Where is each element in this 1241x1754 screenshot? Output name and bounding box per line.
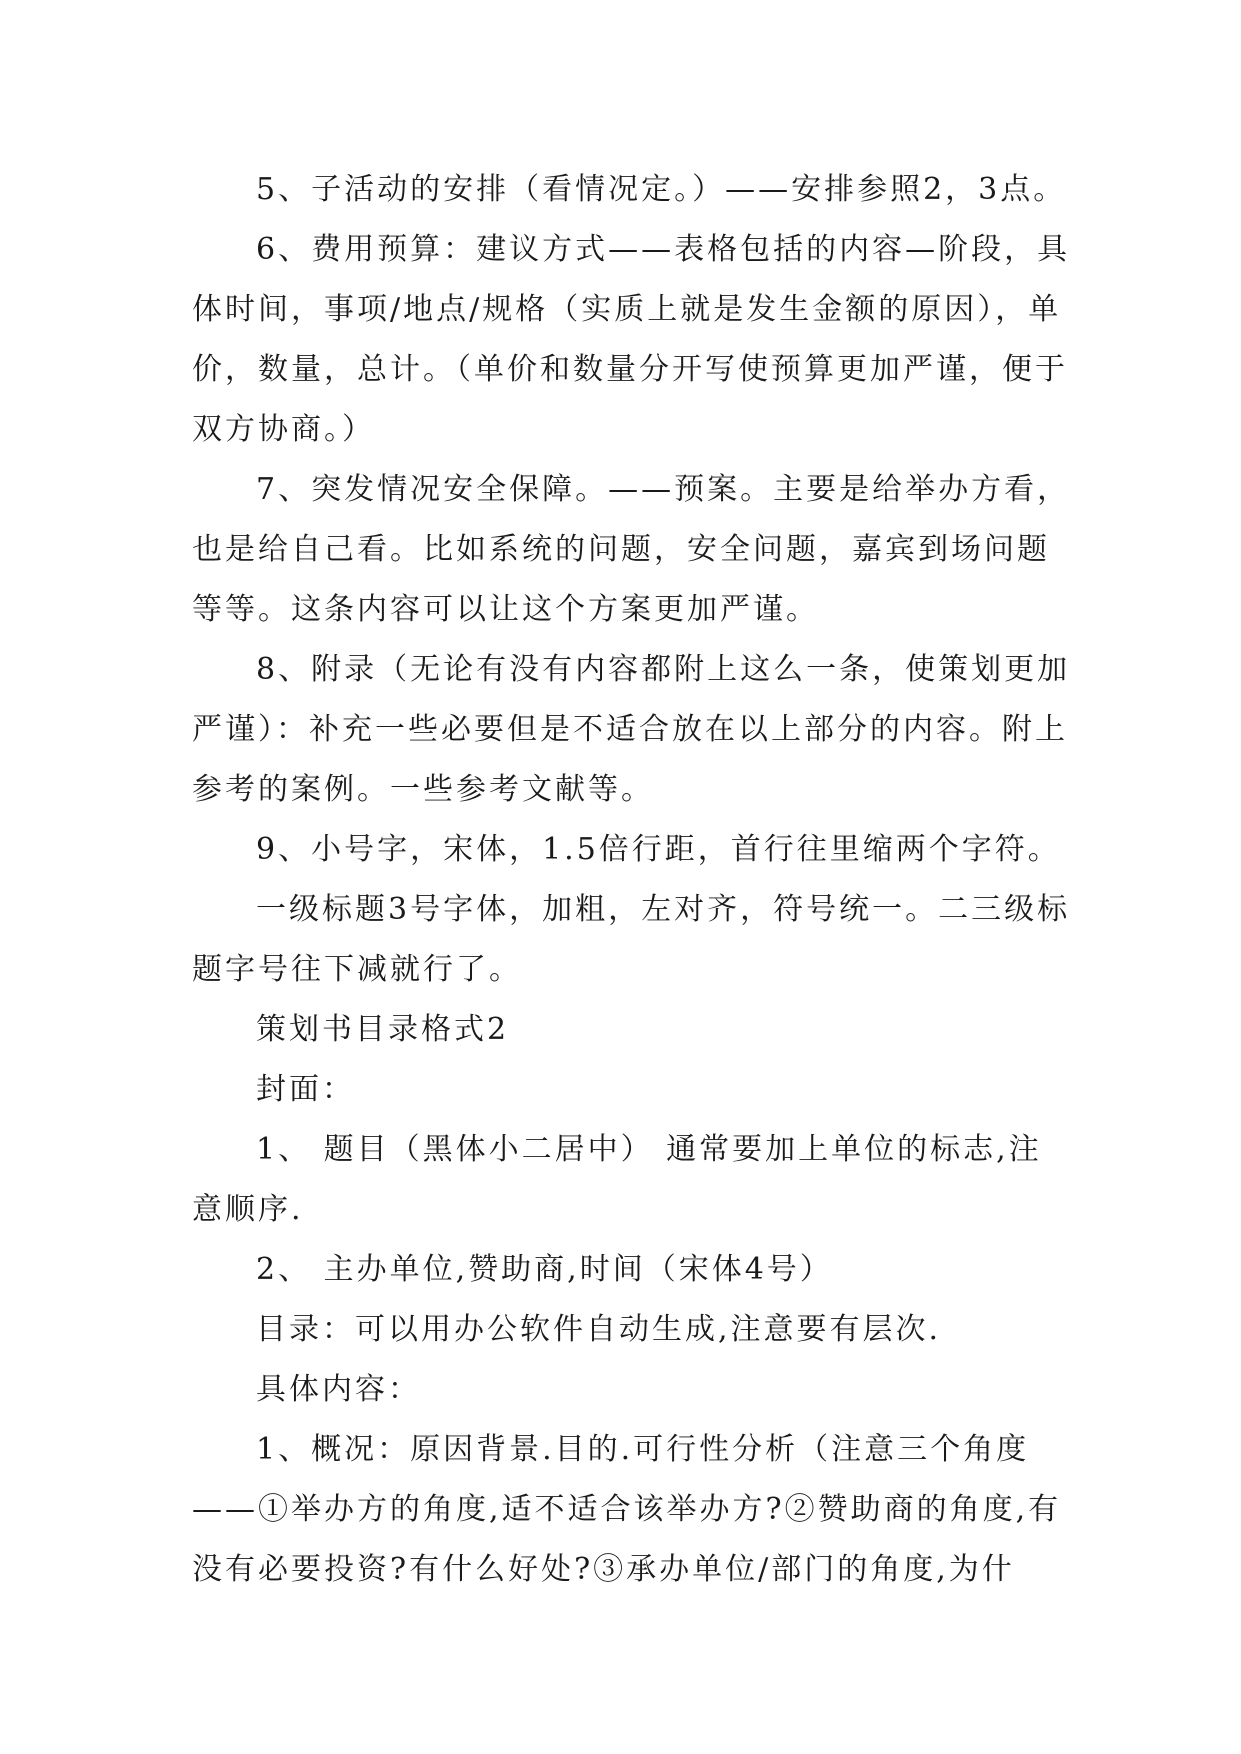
paragraph-content-label: 具体内容： <box>256 1372 421 1407</box>
paragraph-cover-label: 封面： <box>256 1072 355 1107</box>
paragraph-section-title: 策划书目录格式2 <box>256 1012 510 1047</box>
document-body <box>192 160 1072 1600</box>
paragraph-heading-format: 一级标题3号字体，加粗，左对齐，符号统一。二三级标题字号往下减就行了。 <box>192 892 1071 987</box>
paragraph-overview: 1、概况：原因背景.目的.可行性分析（注意三个角度——①举办方的角度,适不适合该举办方?②赞助商的角度,有没有必要投资?有什么好处?③承办单位/部门的角度,为什 <box>192 1432 1062 1587</box>
paragraph-font-format: 9、小号字，宋体，1.5倍行距，首行往里缩两个字符。 <box>256 832 1061 867</box>
paragraph-appendix: 8、附录（无论有没有内容都附上这么一条，使策划更加严谨）：补充一些必要但是不适合放在以上部分的内容。附上参考的案例。一些参考文献等。 <box>192 652 1071 807</box>
paragraph-cover-sponsor: 2、 主办单位,赞助商,时间（宋体4号） <box>256 1252 833 1287</box>
paragraph-cover-title: 1、 题目（黑体小二居中） 通常要加上单位的标志,注意顺序. <box>192 1132 1042 1227</box>
paragraph-safety: 7、突发情况安全保障。——预案。主要是给举办方看，也是给自己看。比如系统的问题，安全问题，嘉宾到场问题等等。这条内容可以让这个方案更加严谨。 <box>192 472 1071 627</box>
paragraph-budget: 6、费用预算：建议方式——表格包括的内容—阶段，具体时间，事项/地点/规格（实质上就是发生金额的原因），单价，数量，总计。（单价和数量分开写使预算更加严谨，便于双方协商。） <box>192 232 1071 447</box>
paragraph-toc: 目录：可以用办公软件自动生成,注意要有层次. <box>256 1312 942 1347</box>
paragraph-activity-arrangement: 5、子活动的安排（看情况定。）——安排参照2，3点。 <box>256 172 1067 207</box>
